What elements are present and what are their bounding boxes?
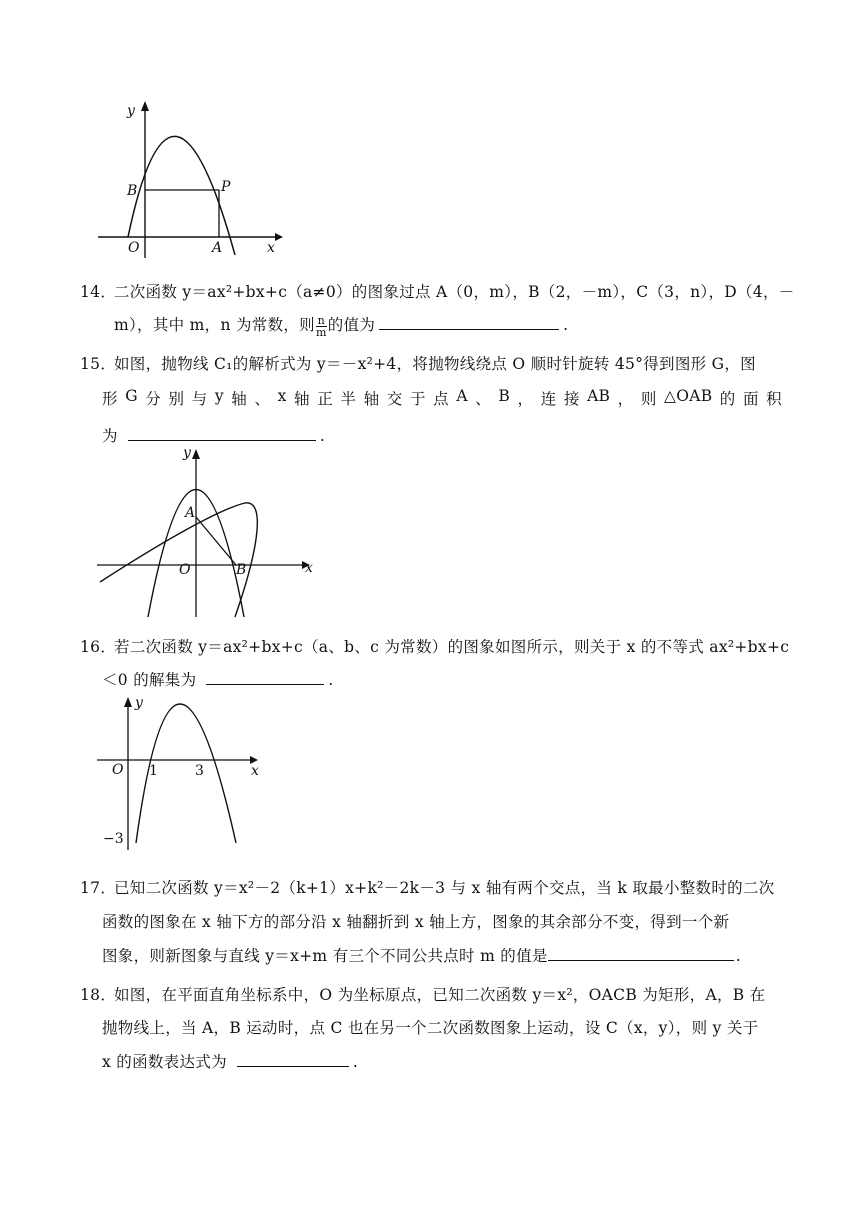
q15-line-2-token: 形 — [102, 390, 118, 408]
point-a-label: A — [185, 505, 196, 521]
q15-line-2-token: 、 — [475, 390, 492, 408]
q15-line-2-token: AB — [587, 387, 611, 405]
q17-text-3b: . — [735, 947, 741, 965]
q15-line-2-token: 交 — [386, 390, 403, 408]
q15-line-2-token: 点 — [433, 390, 449, 408]
q16-answer-blank[interactable] — [206, 670, 324, 685]
q15-line-2-token: 、 — [254, 390, 271, 408]
q15-text-3b: . — [319, 427, 326, 445]
q15-line-2-token: y — [214, 387, 224, 405]
q14-text-2c: . — [563, 316, 569, 334]
q15-line-2-token: x — [277, 387, 287, 405]
q15-line-2-token: 别 — [168, 390, 185, 408]
q16-text-1: 若二次函数 y＝ax²+bx+c（a、b、c 为常数）的图象如图所示，则关于 x 的不等式 ax²+bx+c — [114, 638, 790, 656]
q18-line-2 — [102, 1016, 759, 1038]
q15-line-2-token: 半 — [340, 390, 357, 408]
tick-label-minus-3: −3 — [103, 831, 124, 847]
point-p-label: P — [221, 179, 231, 195]
y-axis-arrow — [192, 449, 200, 459]
figure-parabola-roots — [95, 695, 275, 855]
rectangle-bpa — [145, 190, 219, 237]
y-axis-arrow — [141, 101, 149, 111]
q15-text-1: 如图，抛物线 C₁的解析式为 y＝－x²+4，将抛物线绕点 O 顺时针旋转 45°得到图形 G，图 — [114, 355, 756, 373]
x-axis-label: x — [251, 763, 259, 779]
q15-line-2-token: 的 — [719, 390, 736, 408]
q16-text-2a: ＜0 的解集为 — [102, 671, 197, 689]
origin-label: O — [112, 762, 124, 778]
q14-fraction: $\frac{n}{m}$ — [315, 313, 327, 339]
q15-line-3 — [102, 424, 325, 446]
tick-label-3: 3 — [195, 763, 204, 779]
y-axis-label: y — [127, 103, 135, 119]
q18-answer-blank[interactable] — [237, 1052, 349, 1067]
q17-line-3 — [102, 944, 741, 966]
q16-line-2 — [102, 668, 334, 690]
q15-line-2-token: 则 — [640, 390, 657, 408]
q15-line-2-token: ， — [617, 390, 634, 408]
x-axis-label: x — [267, 240, 275, 256]
q14-answer-blank[interactable] — [379, 315, 559, 330]
q18-text-3a: x 的函数表达式为 — [102, 1053, 227, 1071]
q14-text-2a: m），其中 m，n 为常数，则 — [114, 316, 315, 334]
q18-text-3b: . — [352, 1053, 359, 1071]
q15-line-2-token: 轴 — [294, 390, 310, 408]
q14-number: 14． — [80, 283, 117, 301]
q15-line-2-token: 轴 — [231, 390, 248, 408]
q15-line-2-token: 积 — [766, 390, 782, 408]
q15-text-3a: 为 — [102, 427, 118, 445]
y-axis-arrow — [124, 697, 132, 707]
q15-line-2-token: 于 — [409, 390, 426, 408]
q15-line-2-token: A — [456, 387, 468, 405]
q18-number: 18． — [80, 986, 117, 1004]
q14-text-2b: 的值为 — [327, 316, 376, 334]
q17-text-2: 函数的图象在 x 轴下方的部分沿 x 轴翻折到 x 轴上方，图象的其余部分不变，得到一个新 — [102, 913, 730, 931]
q17-line-2 — [102, 910, 729, 932]
figure-parabola-rectangle — [90, 95, 290, 265]
q15-number: 15． — [80, 355, 117, 373]
origin-label: O — [179, 562, 191, 578]
q14-line-2 — [114, 313, 568, 338]
y-axis-label: y — [135, 695, 143, 711]
origin-label: O — [128, 240, 140, 256]
x-axis-label: x — [305, 560, 313, 576]
q15-line-2-token: 接 — [563, 390, 580, 408]
q15-line-2-token: 轴 — [363, 390, 380, 408]
q15-line-2-token: △OAB — [664, 387, 713, 405]
segment-ab — [196, 517, 236, 565]
q17-text-1: 已知二次函数 y＝x²－2（k+1）x+k²－2k－3 与 x 轴有两个交点，当 k 取最小整数时的二次 — [114, 879, 775, 897]
q18-line-3 — [102, 1050, 358, 1072]
tick-label-1: 1 — [149, 763, 158, 779]
q15-line-2-token: G — [125, 387, 138, 405]
q15-line-2-token: 分 — [145, 390, 162, 408]
figure-rotated-parabola — [95, 445, 325, 625]
y-axis-label: y — [183, 445, 191, 461]
q15-line-2-token: 与 — [191, 390, 208, 408]
q15-line-2 — [102, 387, 782, 409]
q17-text-3a: 图象，则新图象与直线 y＝x+m 有三个不同公共点时 m 的值是 — [102, 947, 548, 965]
q17-number: 17． — [80, 879, 117, 897]
q14-text-1: 二次函数 y＝ax²+bx+c（a≠0）的图象过点 A（0，m），B（2，－m），C（3，n），D（4，－ — [114, 283, 795, 301]
q15-line-2-token: 正 — [317, 390, 334, 408]
rotated-parabola-g — [100, 503, 257, 617]
q15-line-2-token: ， — [517, 390, 534, 408]
q16-number: 16． — [80, 638, 117, 656]
q17-answer-blank[interactable] — [548, 946, 734, 961]
q18-text-2: 抛物线上，当 A，B 运动时，点 C 也在另一个二次函数图象上运动，设 C（x，y），则 y 关于 — [102, 1019, 759, 1037]
q15-line-2-token: 连 — [540, 390, 557, 408]
q15-answer-blank[interactable] — [128, 426, 316, 441]
point-b-label: B — [127, 183, 138, 199]
x-axis-arrow — [275, 233, 283, 241]
q18-text-1: 如图，在平面直角坐标系中，O 为坐标原点，已知二次函数 y＝x²，OACB 为矩形，A，B 在 — [114, 986, 766, 1004]
q15-line-2-token: B — [498, 387, 511, 405]
q15-line-2-token: 面 — [742, 390, 759, 408]
q16-text-2b: . — [328, 671, 334, 689]
point-b-label: B — [236, 562, 247, 578]
point-a-label: A — [212, 240, 223, 256]
